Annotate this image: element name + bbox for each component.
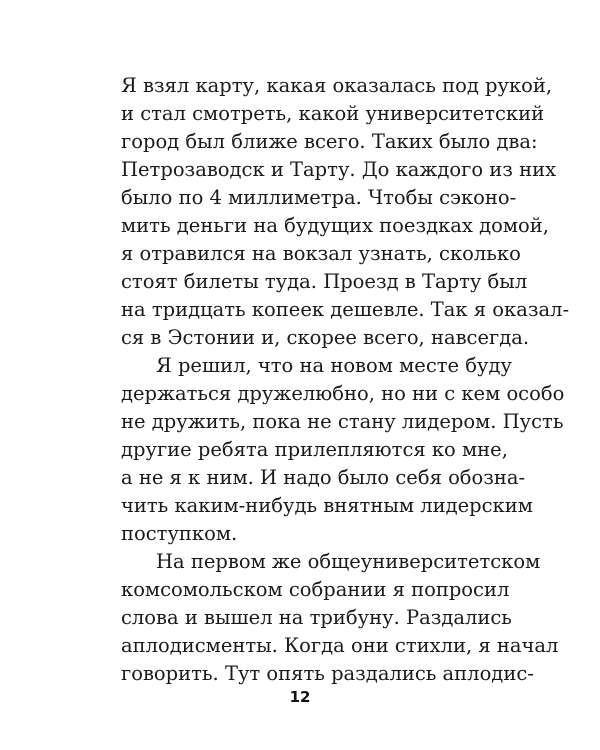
body-text [121, 72, 570, 688]
text-line: а не я к ним. И надо было себя обозна- [121, 466, 526, 489]
text-line: город был ближе всего. Таких было два: [121, 130, 538, 153]
text-line: На первом же общеуниверситетском [156, 550, 541, 573]
page-number: 12 [289, 688, 311, 706]
text-line: слова и вышел на трибуну. Раздались [121, 606, 512, 629]
text-line: не дружить, пока не стану лидером. Пусть [121, 410, 564, 433]
text-line: чить каким-нибудь внятным лидерским [121, 494, 533, 517]
text-line: Я взял карту, какая оказалась под рукой, [121, 74, 553, 97]
text-line: говорить. Тут опять раздались аплодис- [121, 662, 534, 685]
text-line: поступком. [121, 522, 238, 545]
text-line: и стал смотреть, какой университетский [121, 102, 545, 125]
text-line: другие ребята прилепляются ко мне, [121, 438, 508, 461]
text-line: стоят билеты туда. Проезд в Тарту был [121, 270, 528, 293]
text-line: комсомольском собрании я попросил [121, 578, 510, 601]
text-line: аплодисменты. Когда они стихли, я начал [121, 634, 559, 657]
text-line: Я решил, что на новом месте буду [156, 354, 512, 377]
text-line: Петрозаводск и Тарту. До каждого из них [121, 158, 557, 181]
text-line: мить деньги на будущих поездках домой, [121, 214, 549, 237]
text-line: на тридцать копеек дешевле. Так я оказал- [121, 298, 570, 321]
text-line: держаться дружелюбно, но ни с кем особо [121, 382, 565, 405]
text-line: я отравился на вокзал узнать, сколько [121, 242, 521, 265]
text-line: ся в Эстонии и, скорее всего, навсегда. [121, 326, 530, 349]
text-line: было по 4 миллиметра. Чтобы сэконо- [121, 186, 517, 209]
